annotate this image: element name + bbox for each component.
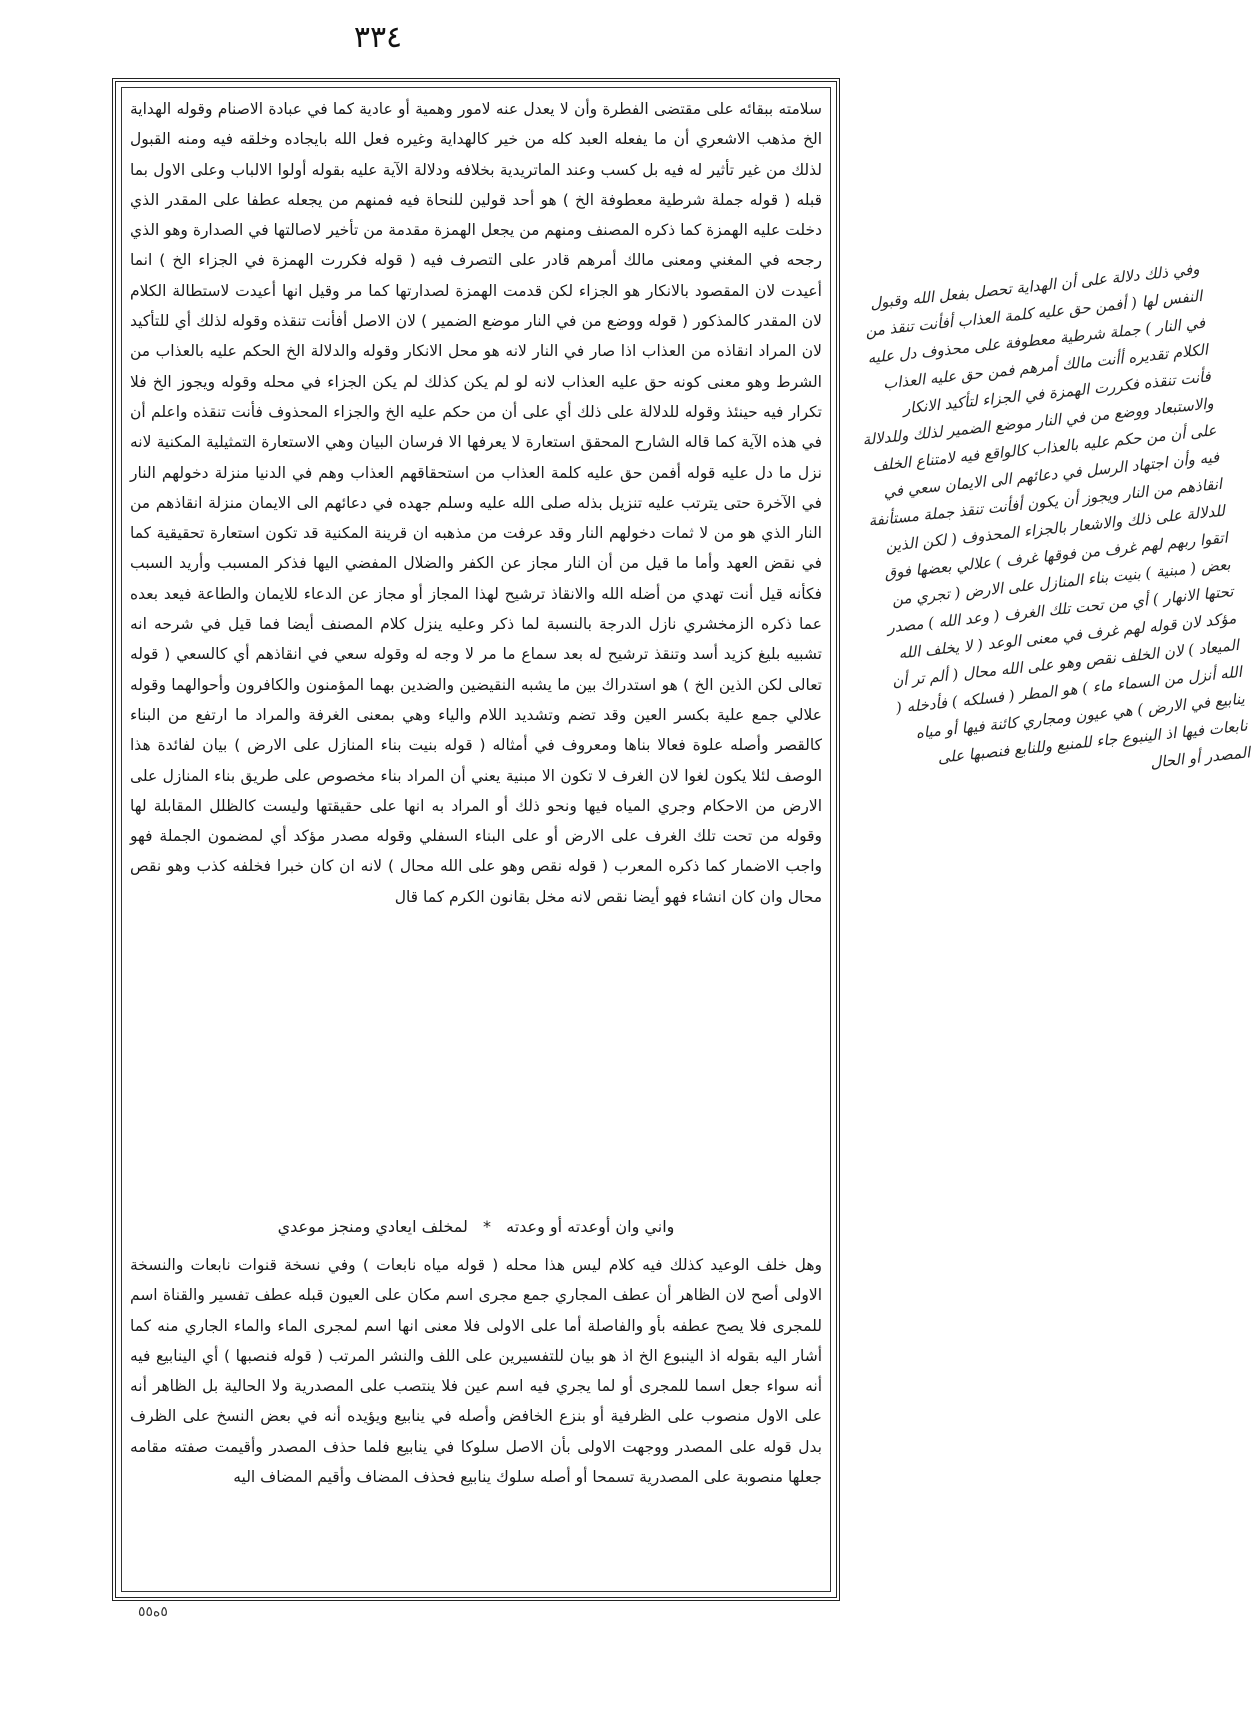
commentary-bottom (130, 1250, 822, 1584)
verse-hemistich-left: لمخلف ايعادي ومنجز موعدي (277, 1217, 468, 1236)
footer-code: ٥ه٥٥ (138, 1604, 168, 1620)
page-number: ٣٣٤ (353, 20, 403, 55)
poetry-verse (130, 1210, 822, 1244)
margin-gloss (844, 256, 1252, 772)
verse-separator: * (483, 1217, 492, 1236)
main-text-frame (112, 78, 840, 1601)
commentary-top (130, 94, 822, 1202)
verse-hemistich-right: واني وان أوعدته أو وعدته (506, 1217, 675, 1236)
commentary-paragraph: سلامته ببقائه على مقتضى الفطرة وأن لا يعدل عنه لامور وهمية أو عادية كما في عبادة الاصنام وقوله الهداية الخ مذهب الاشعري أن ما يفعله العبد كله من خير كالهداية وغيره فعل الله بايجاده وخلقه فيه ومنه القبول لذلك من غير تأثير له فيه بل كسب وعند الماتريدية بخلافه ودلالة الآية عليه بقوله أولوا الالباب وعلى الاول بما قبله ( قوله جملة شرطية معطوفة الخ ) هو أحد قولين للنحاة فيه فمنهم من يجعله عطفا على المقدر الذي دخلت عليه الهمزة كما ذكره المصنف ومنهم من يجعل الهمزة مقدمة من تأخير لاصالتها في الصدارة وهو الذي رجحه في المغني ومعنى مالك أمرهم قادر على التصرف فيه ( قوله فكررت الهمزة في الجزاء الخ ) انما أعيدت لان المقصود بالانكار هو الجزاء لكن قدمت الهمزة لصدارتها كما مر وقيل انها أعيدت لاستطالة الكلام لان المقدر كالمذكور ( قوله ووضع من في النار موضع الضمير ) لان الاصل أفأنت تنقذه وقوله لذلك أي للتأكيد لان المراد انقاذه من العذاب اذا صار في النار لانه هو محل الانكار وقوله والدلالة الخ الحكم عليه بالعذاب من الشرط وهو معنى كونه حق عليه العذاب لانه لو لم يكن كذلك لم يكن الجزاء في محله وقوله ويجوز الخ فلا تكرار فيه حينئذ وقوله للدلالة على ذلك أي على أن من حكم عليه الخ والجزاء المحذوف فأنت تنقذه واعلم أن في هذه الآية كما قاله الشارح المحقق استعارة لا يعرفها الا فرسان البيان وهي الاستعارة التمثيلية المكنية لانه نزل ما دل عليه قوله أفمن حق عليه كلمة العذاب من استحقاقهم العذاب وهم في الدنيا منزلة دخولهم النار في الآخرة حتى يترتب عليه تنزيل بذله صلى الله عليه وسلم جهده في دعائهم الى الايمان منزلة انقاذهم من النار الذي هو من لا ثمات دخولهم النار وقد عرفت من مذهبه ان قرينة المكنية قد تكون استعارة تحقيقية كما في نقض العهد وأما ما قيل من أن النار مجاز عن الكفر والضلال المفضي اليها فذكر المسبب وأريد السبب فكأنه قيل أنت تهدي من أضله الله والانقاذ ترشيح لهذا المجاز أو مجاز عن الدعاء للايمان والطاعة فيعد بعده عما ذكره الزمخشري نازل الدرجة بالنسبة لما ذكر وعليه ينزل كلام المصنف أيضا فما قيل في شرحه انه تشبيه بليغ كزيد أسد وتنقذ ترشيح له بعد سماع ما مر لا وجه له وقوله سعي في انقاذهم أي كالسعي ( قوله تعالى لكن الذين الخ ) هو استدراك بين ما يشبه النقيضين والضدين بهما المؤمنون والكافرون وأحوالهما وقوله علالي جمع علية بكسر العين وقد تضم وتشديد اللام والياء وهي بمعنى الغرفة والمراد ما ارتفع من البناء كالقصر وأصله علوة فعالا بناها ومعروف في أمثاله ( قوله بنيت بناء المنازل على الارض ) بيان لفائدة هذا الوصف لئلا يكون لغوا لان الغرف لا تكون الا مبنية يعني أن المراد بناء مخصوص على طريق بناء المنازل على الارض من الاحكام وجري المياه فيها ونحو ذلك أو المراد به انها على حقيقتها وليست كالظلل المقابلة لها وقوله من تحت تلك الغرف على الارض أو على البناء السفلي وقوله مصدر مؤكد أي لمضمون الجملة فهو واجب الاضمار كما ذكره المعرب ( قوله نقص وهو على الله محال ) لانه ان كان خبرا فخلفه كذب وهو نقص محال وان كان انشاء فهو أيضا نقص لانه مخل بقانون الكرم كما قال (130, 100, 822, 906)
commentary-paragraph: وهل خلف الوعيد كذلك فيه كلام ليس هذا محله ( قوله مياه نابعات ) وفي نسخة قنوات نابعات والنسخة الاولى أصح لان الظاهر أن عطف المجاري جمع مجرى اسم مكان على العيون قبله عطف تفسير والقناة اسم للمجرى فلا يصح عطفه بأو والفاصلة أما على الاولى فلا معنى انها اسم لمجرى الماء والماء الجاري منه كما أشار اليه بقوله اذ الينبوع الخ اذ هو بيان للتفسيرين على اللف والنشر المرتب ( قوله فنصبها ) أي الينابيع فيه أنه سواء جعل اسما للمجرى أو لما يجري فيه اسم عين فلا ينتصب على المصدرية ولا الحالية بل الظاهر أنه على الاول منصوب على الظرفية أو بنزع الخافض وأصله في ينابيع ويؤيده أنه في بعض النسخ على الظرف بدل قوله على المصدر ووجهت الاولى بأن الاصل سلوكا في ينابيع فلما حذف المصدر وأقيمت صفته مقامه جعلها منصوبة على المصدرية تسمحا أو أصله سلوك ينابيع فحذف المضاف وأقيم المضاف اليه (130, 1256, 822, 1487)
margin-gloss-text: وفي ذلك دلالة على أن الهداية تحصل بفعل الله وقبول النفس لها ( أفمن حق عليه كلمة العذاب أفأنت تنقذ من في النار ) جملة شرطية معطوفة على محذوف دل عليه الكلام تقديره أأنت مالك أمرهم فمن حق عليه العذاب فأنت تنقذه فكررت الهمزة في الجزاء لتأكيد الانكار والاستبعاد ووضع من في النار موضع الضمير لذلك وللدلالة على أن من حكم عليه بالعذاب كالواقع فيه لامتناع الخلف فيه وأن اجتهاد الرسل في دعائهم الى الايمان سعي في انقاذهم من النار ويجوز أن يكون أفأنت تنقذ جملة مستأنفة للدلالة على ذلك والاشعار بالجزاء المحذوف ( لكن الذين اتقوا ربهم لهم غرف من فوقها غرف ) علالي بعضها فوق بعض ( مبنية ) بنيت بناء المنازل على الارض ( تجري من تحتها الانهار ) أي من تحت تلك الغرف ( وعد الله ) مصدر مؤكد لان قوله لهم غرف في معنى الوعد ( لا يخلف الله الميعاد ) لان الخلف نقص وهو على الله محال ( ألم تر أن الله أنزل من السماء ماء ) هو المطر ( فسلكه ) فأدخله ( ينابيع في الارض ) هي عيون ومجاري كائنة فيها أو مياه نابعات فيها اذ الينبوع جاء للمنبع وللنابع فنصبها على المصدر أو الحال (861, 259, 1252, 772)
